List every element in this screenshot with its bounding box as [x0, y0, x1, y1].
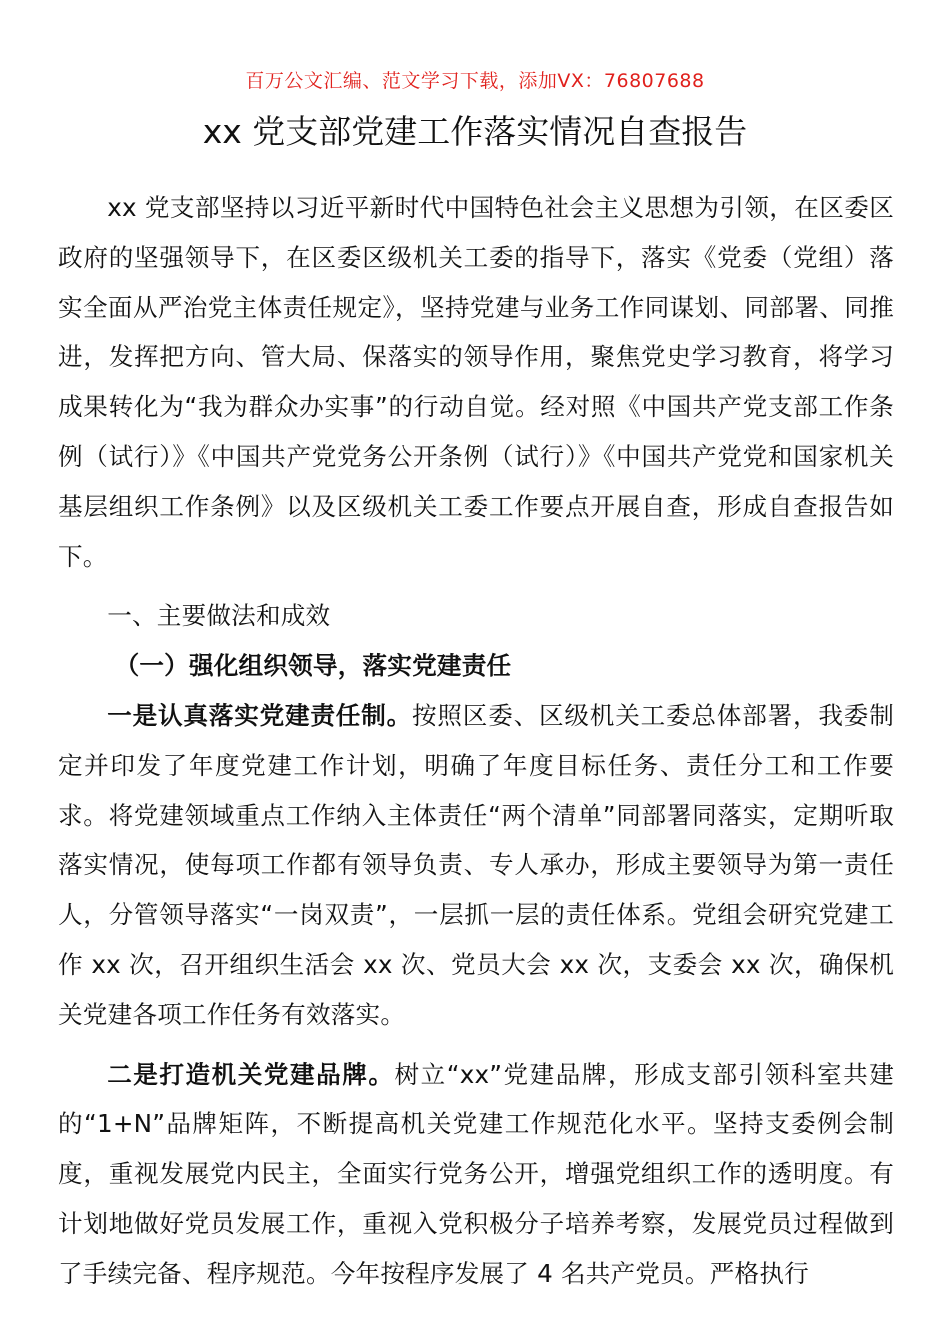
document-body [58, 183, 894, 1299]
section-heading-1: 一、主要做法和成效 [107, 601, 331, 631]
intro-paragraph: xx 党支部坚持以习近平新时代中国特色社会主义思想为引领，在区委区政府的坚强领导下，在区委区级机关工委的指导下，落实《党委（党组）落实全面从严治党主体责任规定》，坚持党建与业务工作同谋划、同部署、同推进，发挥把方向、管大局、保落实的领导作用，聚焦党史学习教育，将学习成果转化为“我为群众办实事”的行动自觉。经对照《中国共产党支部工作条例（试行）》《中国共产党党务公开条例（试行）》《中国共产党党和国家机关基层组织工作条例》以及区级机关工委工作要点开展自查，形成自查报告如下。 [58, 193, 894, 571]
point-1-text: 按照区委、区级机关工委总体部署，我委制定并印发了年度党建工作计划，明确了年度目标任务、责任分工和工作要求。将党建领域重点工作纳入主体责任“两个清单”同部署同落实，定期听取落实情况，使每项工作都有领导负责、专人承办，形成主要领导为第一责任人，分管领导落实“一岗双责”，一层抓一层的责任体系。党组会研究党建工作 xx 次，召开组织生活会 xx 次、党员大会 xx 次，支委会 xx 次，确保机关党建各项工作任务有效落实。 [58, 700, 894, 1029]
point-2-lead: 二是打造机关党建品牌。 [107, 1059, 395, 1089]
point-2-text: 树立“xx”党建品牌，形成支部引领科室共建的“1+N”品牌矩阵，不断提高机关党建工作规范化水平。坚持支委例会制度，重视发展党内民主，全面实行党务公开，增强党组织工作的透明度。有计划地做好党员发展工作，重视入党积极分子培养考察，发展党员过程做到了手续完备、程序规范。今年按程序发展了 4 名共产党员。严格执行 [58, 1059, 894, 1288]
point-1-lead: 一是认真落实党建责任制。 [107, 700, 412, 730]
subsection-heading-1: （一）强化组织领导，落实党建责任 [114, 651, 512, 681]
point-2-paragraph [58, 1050, 894, 1299]
point-1-paragraph [58, 691, 894, 1040]
watermark-header: 百万公文汇编、范文学习下载，添加VX：76807688 [245, 70, 705, 92]
document-title: xx 党支部党建工作落实情况自查报告 [202, 112, 748, 151]
